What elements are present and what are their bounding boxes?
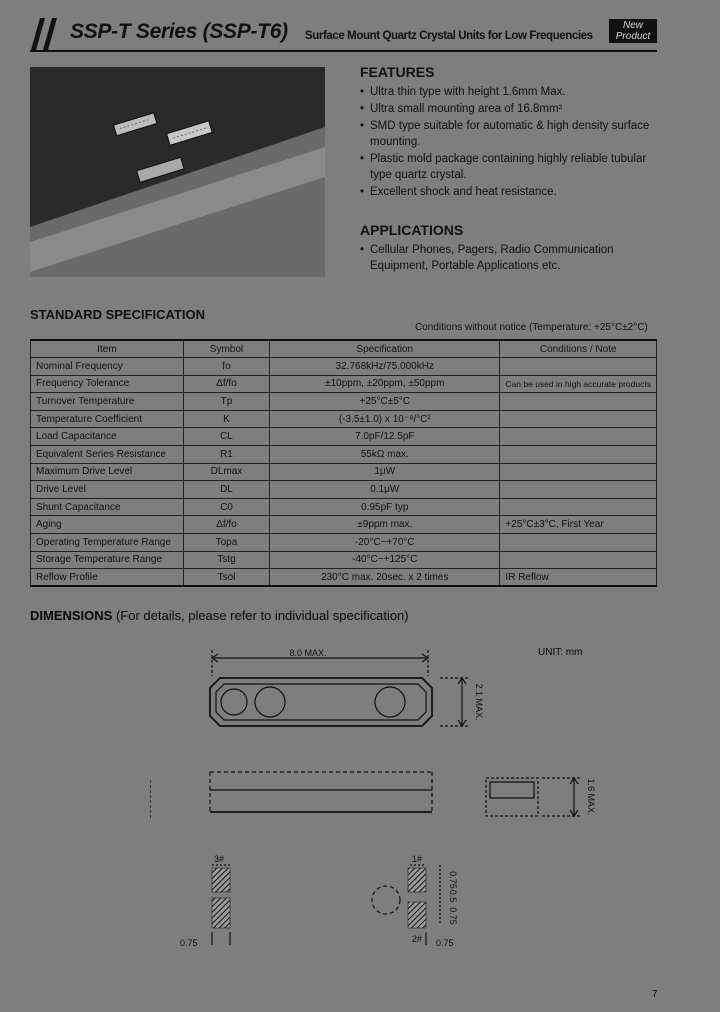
spec-symbol: fo (183, 358, 269, 376)
spec-item: Maximum Drive Level (31, 463, 184, 481)
spec-symbol: Δf/fo (183, 375, 269, 393)
spec-row (31, 516, 657, 534)
top-view-hole (375, 687, 405, 717)
feature-item: • Plastic mold package containing highly reliable tubular type quartz crystal. (360, 151, 660, 183)
pin1-label: 1# (412, 854, 423, 864)
spec-value: ±10ppm, ±20ppm, ±50ppm (270, 375, 500, 393)
spec-symbol: Topa (183, 534, 269, 552)
dimension-drawing (150, 640, 640, 960)
applications-list (360, 242, 660, 274)
pad-left-label: 0.75 (180, 938, 198, 948)
spec-conditions: Conditions without notice (Temperature: +25°C±2°C) (415, 322, 648, 333)
spec-note (500, 428, 657, 446)
top-view-body (210, 678, 432, 726)
spec-row (31, 481, 657, 499)
applications-heading: APPLICATIONS (360, 222, 464, 238)
width-label: 2.1 MAX. (474, 683, 484, 721)
spec-row (31, 393, 657, 411)
dimensions-heading (30, 608, 409, 623)
feature-item: • SMD type suitable for automatic & high density surface mounting. (360, 118, 660, 150)
pad-right-label: 0.75 (436, 938, 454, 948)
spec-note: +25°C±3°C, First Year (500, 516, 657, 534)
spec-value: +25°C±5°C (270, 393, 500, 411)
pad-2 (408, 902, 426, 928)
spec-symbol: C0 (183, 498, 269, 516)
dimensions-note: (For details, please refer to individual specification) (115, 608, 409, 623)
spec-value: -20°C~+70°C (270, 534, 500, 552)
length-label: 8.0 MAX. (289, 648, 327, 658)
spec-symbol: Tsol (183, 569, 269, 587)
spec-note: IR Reflow (500, 569, 657, 587)
spec-item: Drive Level (31, 481, 184, 499)
spec-note (500, 410, 657, 428)
spec-note (500, 534, 657, 552)
spec-heading: STANDARD SPECIFICATION (30, 307, 206, 322)
spec-value: 7.0pF/12.5pF (270, 428, 500, 446)
features-list (360, 84, 660, 201)
spec-row (31, 375, 657, 393)
pad-1 (408, 868, 426, 892)
spec-row (31, 551, 657, 569)
spec-item: Operating Temperature Range (31, 534, 184, 552)
dimensions-title: DIMENSIONS (30, 608, 113, 623)
spec-symbol: DL (183, 481, 269, 499)
spec-note (500, 463, 657, 481)
spec-value: 1μW (270, 463, 500, 481)
spec-item: Storage Temperature Range (31, 551, 184, 569)
spec-note: Can be used in high accurate products (500, 375, 657, 393)
spec-note (500, 498, 657, 516)
spec-item: Load Capacitance (31, 428, 184, 446)
spec-header-row (31, 340, 657, 358)
product-photo (30, 67, 325, 277)
spec-note (500, 358, 657, 376)
spec-note (500, 551, 657, 569)
col-header-item: Item (31, 340, 184, 358)
application-item: • Cellular Phones, Pagers, Radio Communication Equipment, Portable Applications etc. (360, 242, 660, 274)
spec-value: 0.1μW (270, 481, 500, 499)
features-heading: FEATURES (360, 64, 435, 80)
spec-symbol: Δf/fo (183, 516, 269, 534)
series-title: SSP-T Series (SSP-T6) (70, 20, 288, 43)
spec-row (31, 410, 657, 428)
spec-symbol: Tstg (183, 551, 269, 569)
spec-row (31, 498, 657, 516)
badge-line-2: Product (615, 31, 651, 42)
top-view-hole (255, 687, 285, 717)
spec-item: Frequency Tolerance (31, 375, 184, 393)
spec-table (30, 339, 657, 587)
right-bottom-label: 0.75 (448, 907, 458, 925)
unit-label: UNIT: mm (538, 647, 583, 658)
spec-row (31, 446, 657, 464)
series-subtitle: Surface Mount Quartz Crystal Units for Low Frequencies (305, 30, 593, 42)
badge-line-1: New (622, 20, 643, 31)
pin2-label: 2# (412, 934, 423, 944)
spec-item: Temperature Coefficient (31, 410, 184, 428)
spec-item: Nominal Frequency (31, 358, 184, 376)
top-view-hole (221, 689, 247, 715)
spec-value: 0.95pF typ (270, 498, 500, 516)
spec-row (31, 569, 657, 587)
pad-3 (212, 868, 230, 892)
spec-value: (-3.5±1.0) x 10⁻⁸/°C² (270, 410, 500, 428)
spec-item: Aging (31, 516, 184, 534)
col-header-symbol: Symbol (183, 340, 269, 358)
feature-item: • Ultra small mounting area of 16.8mm² (360, 101, 660, 117)
header-rule (30, 50, 657, 52)
spec-symbol: DLmax (183, 463, 269, 481)
spec-item: Shunt Capacitance (31, 498, 184, 516)
spec-value: 55kΩ max. (270, 446, 500, 464)
spec-item: Turnover Temperature (31, 393, 184, 411)
spec-note (500, 481, 657, 499)
spec-item: Reflow Profile (31, 569, 184, 587)
height-label: 1.6 MAX. (586, 778, 596, 816)
spec-row (31, 534, 657, 552)
right-gap-label: 0.5 (448, 889, 458, 903)
col-header-conditions: Conditions / Note (500, 340, 657, 358)
feature-item: • Ultra thin type with height 1.6mm Max. (360, 84, 660, 100)
spec-value: 32.768kHz/75.000kHz (270, 358, 500, 376)
spec-value: ±9ppm max. (270, 516, 500, 534)
col-header-specification: Specification (270, 340, 500, 358)
new-product-badge (609, 19, 657, 43)
spec-note (500, 446, 657, 464)
page-number: 7 (652, 989, 658, 1000)
spec-symbol: K (183, 410, 269, 428)
pin3-label: 3# (214, 854, 225, 864)
spec-row (31, 428, 657, 446)
spec-symbol: R1 (183, 446, 269, 464)
feature-item: • Excellent shock and heat resistance. (360, 184, 660, 200)
spec-symbol: CL (183, 428, 269, 446)
series-slash-mark (30, 16, 66, 52)
spec-note (500, 393, 657, 411)
spec-symbol: Tp (183, 393, 269, 411)
spec-row (31, 358, 657, 376)
right-stack-label: 0.75 (448, 871, 458, 889)
spec-item: Equivalent Series Resistance (31, 446, 184, 464)
pad-3-lower (212, 898, 230, 928)
spec-row (31, 463, 657, 481)
spec-value: -40°C~+125°C (270, 551, 500, 569)
spec-value: 230°C max. 20sec. x 2 times (270, 569, 500, 587)
